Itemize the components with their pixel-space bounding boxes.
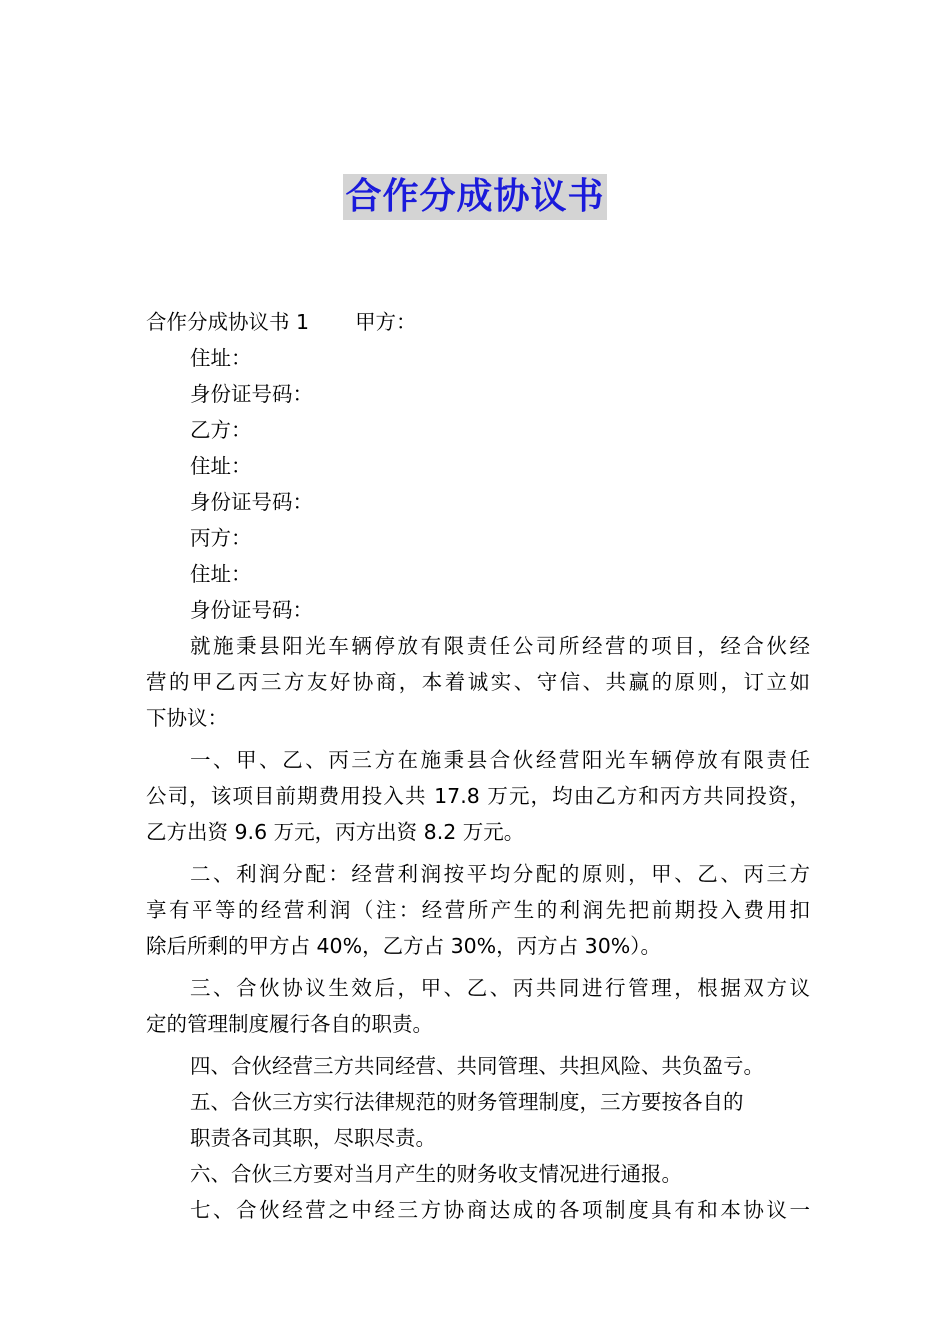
party-a-address: 住址： [190,346,252,370]
preamble-line-1: 就施秉县阳光车辆停放有限责任公司所经营的项目，经合伙经 [190,634,810,658]
clause-2-line-2: 享有平等的经营利润（注：经营所产生的利润先把前期投入费用扣 [146,898,810,922]
party-c-label: 丙方： [190,526,252,550]
document-body [146,304,810,1228]
party-b-address: 住址： [190,454,252,478]
party-b-label: 乙方： [190,418,252,442]
clause-2-line-3: 除后所剩的甲方占 40%，乙方占 30%，丙方占 30%）。 [146,934,661,958]
party-a-id: 身份证号码： [190,382,313,406]
preamble-line-2: 营的甲乙丙三方友好协商，本着诚实、守信、共赢的原则，订立如 [146,670,810,694]
party-c-address: 住址： [190,562,252,586]
clause-7-line-1: 七、合伙经营之中经三方协商达成的各项制度具有和本协议一 [190,1198,810,1222]
party-a-line [146,304,810,340]
clause-1-line-1: 一、甲、乙、丙三方在施秉县合伙经营阳光车辆停放有限责任 [190,748,810,772]
document-title: 合作分成协议书 [343,174,606,220]
clause-6: 六、合伙三方要对当月产生的财务收支情况进行通报。 [190,1162,682,1186]
party-b-id: 身份证号码： [190,490,313,514]
clause-1-line-3: 乙方出资 9.6 万元，丙方出资 8.2 万元。 [146,820,525,844]
party-a-label: 甲方： [355,310,417,334]
clause-5-line-1: 五、合伙三方实行法律规范的财务管理制度，三方要按各自的 [190,1090,744,1114]
agreement-number: 合作分成协议书 1 [146,310,310,334]
clause-3-line-1: 三、合伙协议生效后，甲、乙、丙共同进行管理，根据双方议 [190,976,810,1000]
clause-1-line-2: 公司，该项目前期费用投入共 17.8 万元，均由乙方和丙方共同投资， [146,784,810,808]
clause-4: 四、合伙经营三方共同经营、共同管理、共担风险、共负盈亏。 [190,1054,764,1078]
party-c-id: 身份证号码： [190,598,313,622]
clause-5-line-2: 职责各司其职，尽职尽责。 [190,1126,436,1150]
title-container [0,174,950,220]
clause-2-line-1: 二、利润分配：经营利润按平均分配的原则，甲、乙、丙三方 [190,862,810,886]
clause-3-line-2: 定的管理制度履行各自的职责。 [146,1012,433,1036]
preamble-line-3: 下协议： [146,706,228,730]
